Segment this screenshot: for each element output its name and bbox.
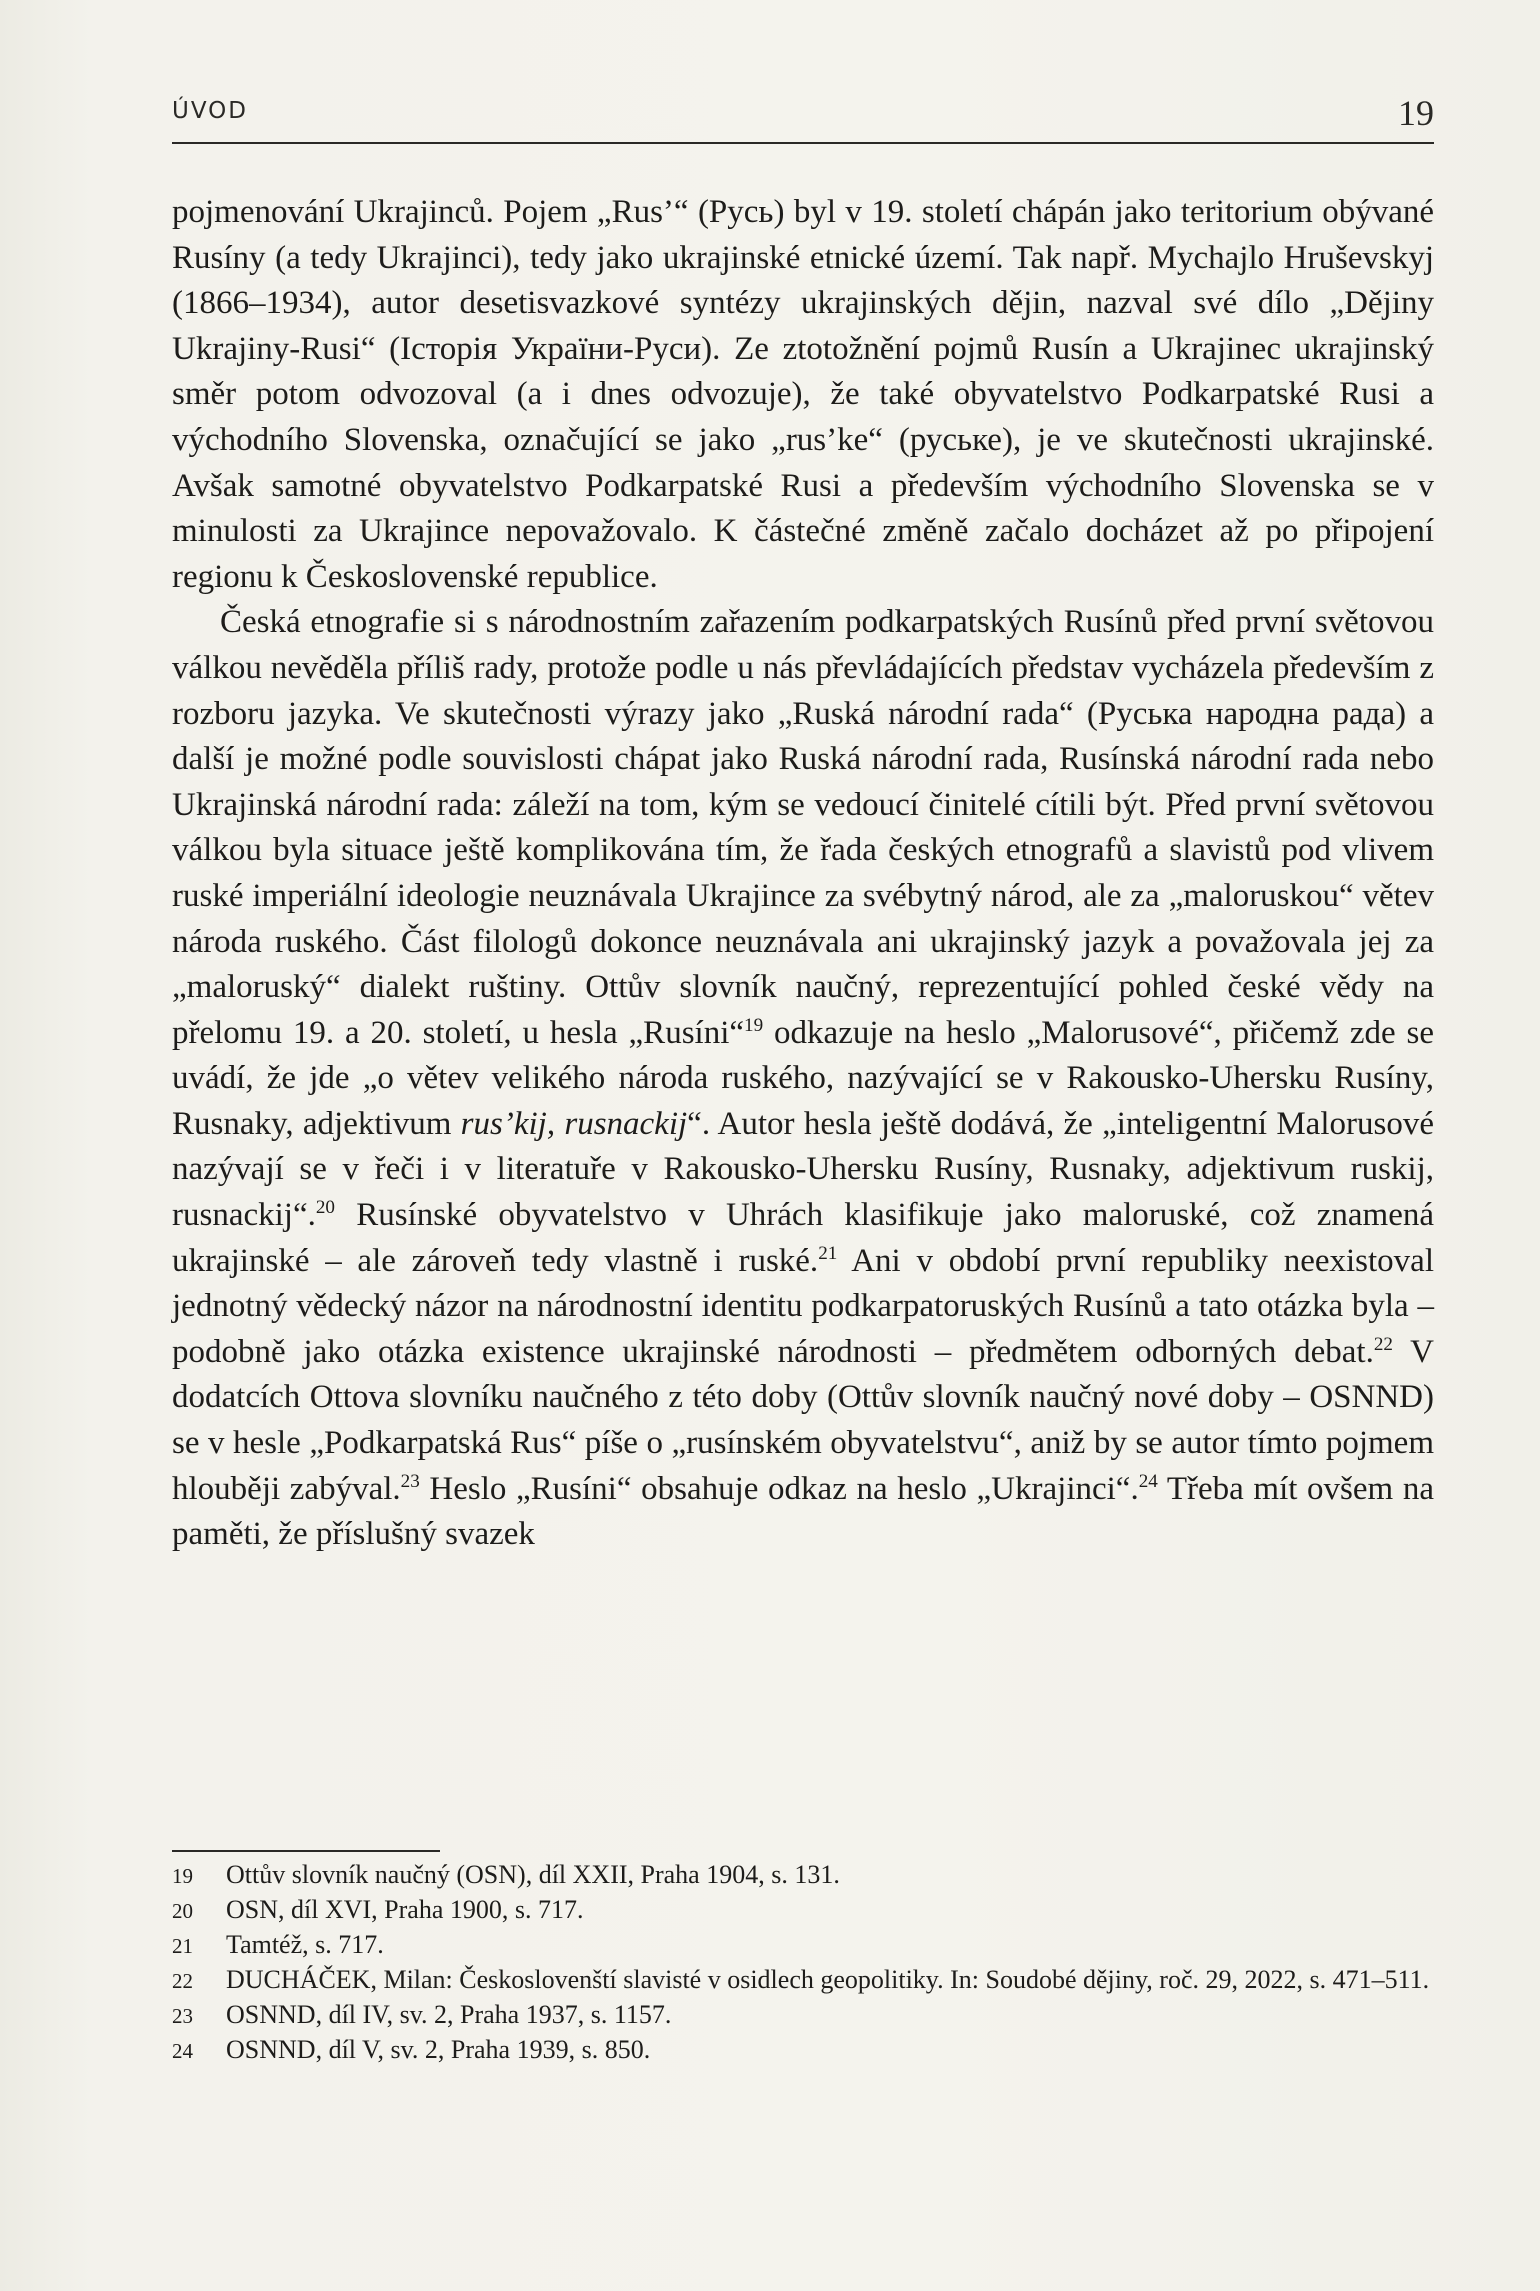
footnote <box>172 1998 1434 2033</box>
footnote-text: DUCHÁČEK, Milan: Českoslovenští slavisté v osidlech geopolitiky. In: Soudobé dějiny, roč. 29, 2022, s. 471–511. <box>226 1965 1430 1994</box>
italic-term: rus’kij, rusnackij <box>460 1105 688 1142</box>
paragraph-2-text: odkazuje na heslo „Malorusové“, přičemž zde se uvádí, že jde „o větev velikého národa ruského, nazývající se v Rakousko-Uhersku Rusíny, Rusnaky, adjektivum <box>172 1014 1434 1142</box>
footnote-ref-23: 23 <box>400 1470 420 1492</box>
paragraph-2-text: Ani v období první republiky neexistoval jednotný vědecký názor na národnostní identitu podkarpatoruských Rusínů a tato otázka byla – podobně jako otázka existence ukrajinské národnosti – předmětem odborných debat. <box>172 1242 1434 1370</box>
paragraph-2-text: Heslo „Rusíni“ obsahuje odkaz na heslo „Ukrajinci“. <box>419 1470 1139 1507</box>
paragraph-2-text: Česká etnografie si s národnostním zařazením podkarpatských Rusínů před první světovou válkou nevěděla příliš rady, protože podle u nás převládajících představ vycházela především z rozboru jazyka. Ve skutečnosti výrazy jako „Ruská národní rada“ (Руська народна рада) a další je možné podle souvislosti chápat jako Ruská národní rada, Rusínská národní rada nebo Ukrajinská národní rada: záleží na tom, kým se vedoucí činitelé cítili být. Před první světovou válkou byla situace ještě komplikována tím, že řada českých etnografů a slavistů pod vlivem ruské imperiální ideologie neuznávala Ukrajince za svébytný národ, ale za „maloruskou“ větev národa ruského. Část filologů dokonce neuznávala ani ukrajinský jazyk a považovala jej za „maloruský“ dialekt ruštiny. Ottův slovník naučný, reprezentující pohled české vědy na přelomu 19. a 20. století, u hesla „Rusíni“ <box>172 604 1434 1051</box>
footnotes <box>172 1858 1434 2068</box>
paragraph-1: pojmenování Ukrajinců. Pojem „Rus’“ (Русь) byl v 19. století chápán jako teritorium obývané Rusíny (a tedy Ukrajinci), tedy jako ukrajinské etnické území. Tak např. Mychajlo Hruševskyj (1866–1934), autor desetisvazkové syntézy ukrajinských dějin, nazval své dílo „Dějiny Ukrajiny-Rusi“ (Історія України-Руси). Ze ztotožnění pojmů Rusín a Ukrajinec ukrajinský směr potom odvozoval (a i dnes odvozuje), že také obyvatelstvo Podkarpatské Rusi a východního Slovenska, označující se jako „rus’ke“ (руське), je ve skutečnosti ukrajinské. Avšak samotné obyvatelstvo Podkarpatské Rusi a především východního Slovenska se v minulosti za Ukrajince nepovažovalo. K částečné změně začalo docházet až po připojení regionu k Československé republice. <box>172 194 1434 595</box>
footnote-text: Tamtéž, s. 717. <box>226 1930 384 1959</box>
footnote-text: Ottův slovník naučný (OSN), díl XXII, Praha 1904, s. 131. <box>226 1860 840 1889</box>
footnote-number: 23 <box>172 2004 193 2028</box>
page-number: 19 <box>1398 93 1434 133</box>
footnote <box>172 1963 1434 1998</box>
footnote <box>172 1893 1434 1928</box>
footnote <box>172 1858 1434 1893</box>
footnote-ref-19: 19 <box>744 1014 764 1036</box>
paragraph-2-text: Rusínské obyvatelstvo v Uhrách klasifikuje jako maloruské, což znamená ukrajinské – ale zároveň tedy vlastně i ruské. <box>172 1197 1434 1279</box>
paragraph-2-text: “. Autor hesla ještě dodává, že „inteligentní Malorusové nazývají se v řeči i v literatuře v Rakousko-Uhersku Rusíny, Rusnaky, adjektivum ruskij, rusnackij“. <box>172 1105 1434 1234</box>
footnote-text: OSNND, díl V, sv. 2, Praha 1939, s. 850. <box>226 2035 651 2064</box>
footnote-ref-20: 20 <box>315 1197 335 1219</box>
footnote-number: 21 <box>172 1934 193 1958</box>
footnote <box>172 2033 1434 2068</box>
section-title: ÚVOD <box>172 98 248 124</box>
footnote-text: OSN, díl XVI, Praha 1900, s. 717. <box>226 1895 584 1924</box>
footnote-separator <box>172 1850 440 1852</box>
paragraph-2 <box>172 600 1434 1557</box>
paragraph-2-text: V dodatcích Ottova slovníku naučného z této doby (Ottův slovník naučný nové doby – OSNND) se v hesle „Podkarpatská Rus“ píše o „rusínském obyvatelstvu“, aniž by se autor tímto pojmem hlouběji zabýval. <box>172 1333 1434 1507</box>
footnote-number: 19 <box>172 1864 193 1888</box>
footnote-ref-21: 21 <box>818 1242 838 1264</box>
footnote-text: OSNND, díl IV, sv. 2, Praha 1937, s. 1157. <box>226 2000 672 2029</box>
paragraph-2-text: Třeba mít ovšem na paměti, že příslušný svazek <box>172 1470 1434 1553</box>
footnote-number: 20 <box>172 1899 193 1923</box>
footnote-number: 22 <box>172 1969 193 1993</box>
footnote-ref-22: 22 <box>1373 1333 1393 1355</box>
footnote-ref-24: 24 <box>1138 1470 1158 1492</box>
body-text <box>172 190 1434 1558</box>
footnote-number: 24 <box>172 2039 193 2063</box>
running-head <box>172 92 1434 144</box>
footnote <box>172 1928 1434 1963</box>
